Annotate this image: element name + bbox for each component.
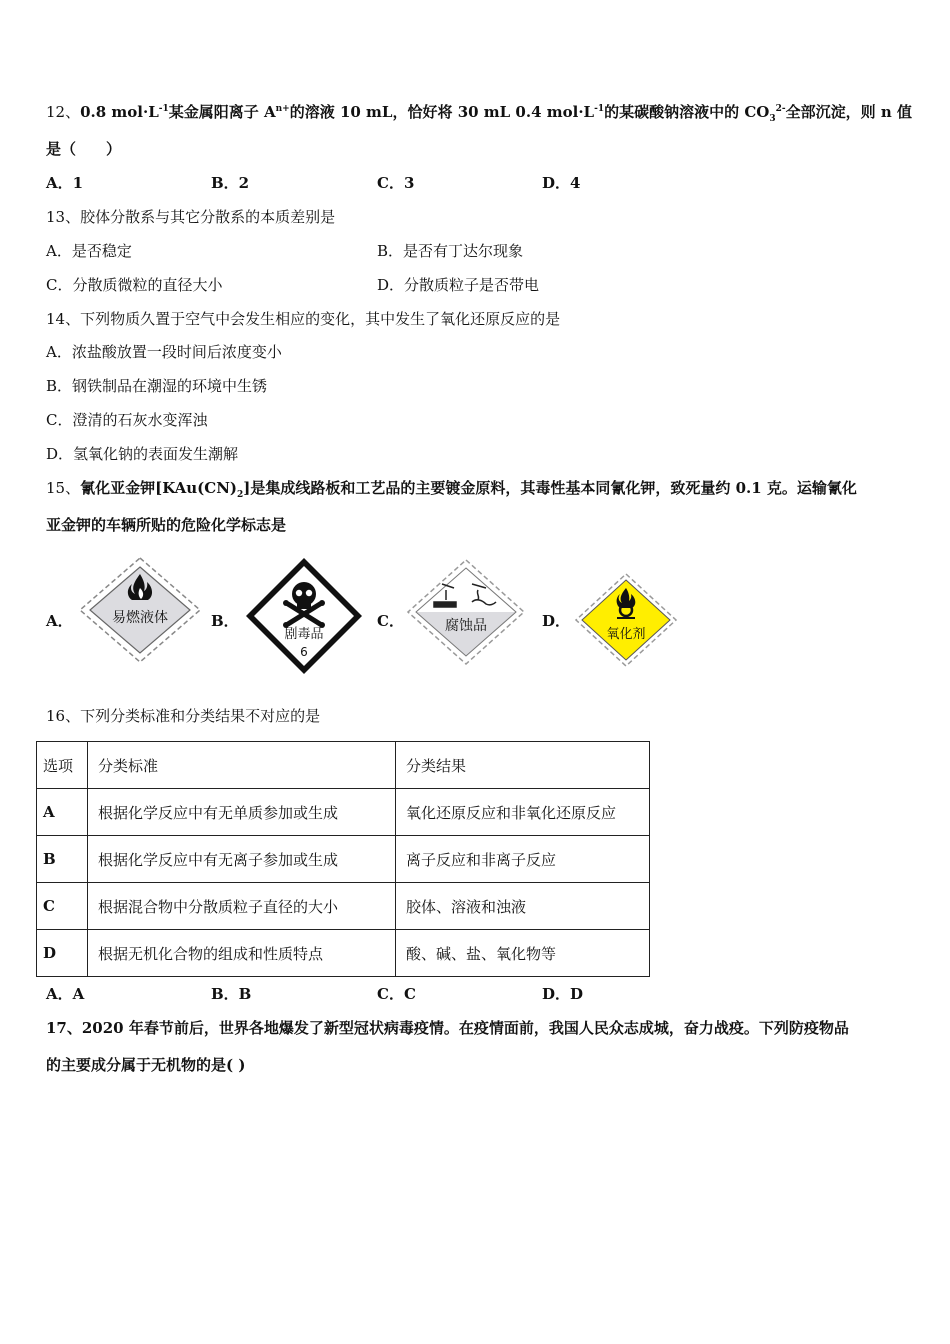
q16-option-b[interactable]: B．B [211, 985, 252, 1003]
oxidizer-sign[interactable] [574, 572, 678, 668]
q12-text: 0.8 $mol\cdot L^{-1}$某金属阳离子 $A^{n+}$的溶液 10 mL，恰好将 30 mL 0.4 $mol\cdot L^{-1}$的某碳酸钠溶液中的 $CO_3^{2-}$全部沉淀，则 n 值 [80, 103, 912, 124]
table-row [37, 930, 650, 977]
table-row [37, 789, 650, 836]
q14-option-c[interactable]: C．澄清的石灰水变浑浊 [46, 411, 208, 429]
q15-option-b-label[interactable]: B． [211, 612, 239, 630]
q15-stem-line2: 亚金钾的车辆所贴的危险化学标志是 [46, 516, 287, 534]
q14-stem: 14、下列物质久置于空气中会发生相应的变化，其中发生了氧化还原反应的是 [46, 310, 561, 328]
row-result: 离子反应和非离子反应 [396, 836, 650, 883]
classification-table [36, 741, 650, 977]
row-option: B [37, 836, 88, 883]
q16-option-c[interactable]: C．C [377, 985, 416, 1003]
q12-option-a[interactable]: A．1 [46, 174, 84, 192]
q12-option-c[interactable]: C．3 [377, 174, 415, 192]
q12-stem [46, 102, 912, 122]
sign-d-label: 氧化剂 [606, 627, 646, 642]
row-standard: 根据无机化合物的组成和性质特点 [88, 930, 396, 977]
header-cell-option: 选项 [37, 742, 88, 789]
q12-option-d[interactable]: D．4 [542, 174, 581, 192]
header-cell-standard: 分类标准 [88, 742, 396, 789]
row-result: 氧化还原反应和非氧化还原反应 [396, 789, 650, 836]
q16-option-a[interactable]: A．A [46, 985, 85, 1003]
q12-number: 12、 [46, 103, 81, 121]
q14-option-d[interactable]: D．氢氧化钠的表面发生潮解 [46, 445, 239, 463]
row-result: 酸、碱、盐、氧化物等 [396, 930, 650, 977]
q13-option-b[interactable]: B．是否有丁达尔现象 [377, 242, 524, 260]
row-result: 胶体、溶液和浊液 [396, 883, 650, 930]
row-option: C [37, 883, 88, 930]
q15-option-a-label[interactable]: A． [46, 612, 73, 630]
q13-option-a[interactable]: A．是否稳定 [46, 242, 132, 260]
q15-option-c-label[interactable]: C． [377, 612, 404, 630]
table-row [37, 836, 650, 883]
toxic-sign[interactable] [244, 556, 364, 676]
q14-option-a[interactable]: A．浓盐酸放置一段时间后浓度变小 [46, 343, 282, 361]
header-cell-result: 分类结果 [396, 742, 650, 789]
q15-option-d-label[interactable]: D． [542, 612, 571, 630]
row-standard: 根据化学反应中有无离子参加或生成 [88, 836, 396, 883]
row-standard: 根据化学反应中有无单质参加或生成 [88, 789, 396, 836]
q12-option-b[interactable]: B．2 [211, 174, 250, 192]
q15-stem: 15、氰化亚金钾$[KAu(CN)_2]$是集成线路板和工艺品的主要镀金原料，其毒性基本同氰化钾，致死量约 0.1 克。运输氰化 [46, 479, 857, 500]
flammable-liquid-sign[interactable] [78, 556, 202, 664]
q13-option-c[interactable]: C．分散质微粒的直径大小 [46, 276, 223, 294]
sign-c-label: 腐蚀品 [445, 618, 487, 634]
sign-b-label: 剧毒品 [284, 627, 324, 642]
q16-stem: 16、下列分类标准和分类结果不对应的是 [46, 707, 321, 725]
q12-stem-line2: 是（ ） [46, 140, 122, 158]
row-standard: 根据混合物中分散质粒子直径的大小 [88, 883, 396, 930]
sign-b-class-number: 6 [300, 645, 308, 659]
q13-option-d[interactable]: D．分散质粒子是否带电 [377, 276, 540, 294]
q17-stem-line2: 的主要成分属于无机物的是( ) [46, 1056, 246, 1074]
table-row [37, 883, 650, 930]
corrosive-sign[interactable] [406, 558, 526, 666]
sign-a-label: 易燃液体 [112, 610, 168, 626]
q14-option-b[interactable]: B．钢铁制品在潮湿的环境中生锈 [46, 377, 268, 395]
row-option: A [37, 789, 88, 836]
q13-stem: 13、胶体分散系与其它分散系的本质差别是 [46, 208, 336, 226]
q16-option-d[interactable]: D．D [542, 985, 584, 1003]
table-header-row [37, 742, 650, 789]
q17-stem: 17、2020 年春节前后，世界各地爆发了新型冠状病毒疫情。在疫情面前，我国人民众志成城，奋力战疫。下列防疫物品 [46, 1019, 849, 1037]
row-option: D [37, 930, 88, 977]
